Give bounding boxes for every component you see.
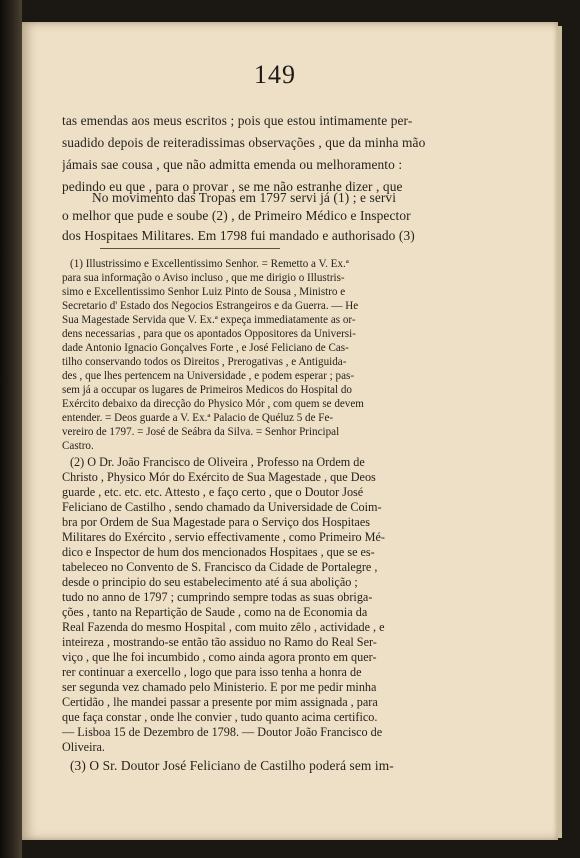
- footnote-line: (3) O Sr. Doutor José Feliciano de Castilho poderá sem im-: [70, 758, 394, 773]
- footnote-line: Real Fazenda do mesmo Hospital , com muito zêlo , actividade , e: [62, 620, 385, 634]
- footnote-line: desde o principio do seu estabelecimento até á sua abolição ;: [62, 575, 358, 589]
- footnote-line: Exército debaixo da direcção do Physico Mór , com quem se devem: [62, 398, 364, 410]
- footnote-line: tudo no anno de 1797 ; cumprindo sempre todas as suas obriga-: [62, 590, 373, 604]
- footnote-line: — Lisboa 15 de Dezembro de 1798. — Doutor João Francisco de: [62, 725, 383, 739]
- footnote-line: guarde , etc. etc. etc. Attesto , e faço certo , que o Doutor José: [62, 485, 364, 499]
- footnote-line: inteireza , mostrando-se então tão assiduo no Ramo do Real Ser-: [62, 635, 377, 649]
- footnote-line: (1) Illustrissimo e Excellentissimo Senhor. = Remetto a V. Ex.ª: [70, 258, 349, 270]
- footnote-line: bra por Ordem de Sua Magestade para o Serviço dos Hospitaes: [62, 515, 370, 529]
- page-number: 149: [254, 60, 296, 89]
- footnote-line: vereiro de 1797. = José de Seábra da Silva. = Senhor Principal: [62, 426, 340, 438]
- footnote-line: viço , que lhe foi incumbido , como ainda agora pronto em quer-: [62, 650, 377, 664]
- footnote-line: tabeleceo no Convento de S. Francisco da Cidade de Portalegre ,: [62, 560, 378, 574]
- body-line: suadido depois de reiteradissimas observações , que da minha mão: [62, 135, 426, 150]
- footnote-line: ções , tanto na Repartição de Saude , como na de Economia da: [62, 605, 368, 619]
- body-line: dos Hospitaes Militares. Em 1798 fui mandado e authorisado (3): [62, 228, 415, 243]
- footnote-line: Feliciano de Castilho , sendo chamado da Universidade de Coim-: [62, 500, 382, 514]
- footnote-line: Christo , Physico Mór do Exército de Sua Magestade , que Deos: [62, 470, 376, 484]
- footnote-line: (2) O Dr. João Francisco de Oliveira , Professo na Ordem de: [70, 455, 365, 469]
- footnote-line: ser segunda vez chamado pelo Ministerio. E por me pedir minha: [62, 680, 377, 694]
- footnote-line: dico e Inspector de hum dos mencionados Hospitaes , que se es-: [62, 545, 375, 559]
- footnote-line: des , que lhes pertencem na Universidade , e podem esperar ; pas-: [62, 370, 355, 382]
- footnote-line: Oliveira.: [62, 740, 105, 754]
- footnote-line: dens necessarias , para que os apontados Oppositores da Universi-: [62, 328, 356, 340]
- footnote-line: Castro.: [62, 440, 94, 452]
- footnote-line: Certidão , lhe mandei passar a presente por mim assignada , para: [62, 695, 378, 709]
- footnote-line: dade Antonio Ignacio Gonçalves Forte , e José Feliciano de Cas-: [62, 342, 349, 354]
- footnote-line: Sua Magestade Servida que V. Ex.ª expeça immediatamente as or-: [62, 314, 356, 326]
- body-line: o melhor que pude e soube (2) , de Primeiro Médico e Inspector: [62, 208, 411, 223]
- footnote-rule: [100, 248, 280, 249]
- body-line: pedindo eu que , para o provar , se me não estranhe dizer , que: [62, 179, 403, 194]
- footnote-line: sem já a occupar os lugares de Primeiros Medicos do Hospital do: [62, 384, 352, 396]
- footnote-line: que faça constar , onde lhe convier , tudo quanto acima certifico.: [62, 710, 378, 724]
- body-line: tas emendas aos meus escritos ; pois que estou intimamente per-: [62, 113, 413, 128]
- body-line: jámais sae cousa , que não admitta emenda ou melhoramento :: [62, 157, 403, 172]
- footnote-line: rer continuar a exercello , logo que para isso tenha a honra de: [62, 665, 362, 679]
- footnote-line: Militares do Exército , servio effectivamente , como Primeiro Mé-: [62, 530, 385, 544]
- footnote-line: simo e Excellentissimo Senhor Luiz Pinto de Sousa , Ministro e: [62, 286, 346, 298]
- footnote-line: entender. = Deos guarde a V. Ex.ª Palacio de Quéluz 5 de Fe-: [62, 412, 334, 424]
- footnote-line: tilho conservando todos os Direitos , Prerogativas , e Antiguida-: [62, 356, 347, 368]
- body-line: No movimento das Tropas em 1797 servi já (1) ; e servi: [92, 190, 397, 205]
- footnote-line: para sua informação o Aviso incluso , que me dirigio o Illustris-: [62, 272, 345, 284]
- footnote-line: Secretario d' Estado dos Negocios Estrangeiros e da Guerra. — He: [62, 300, 359, 312]
